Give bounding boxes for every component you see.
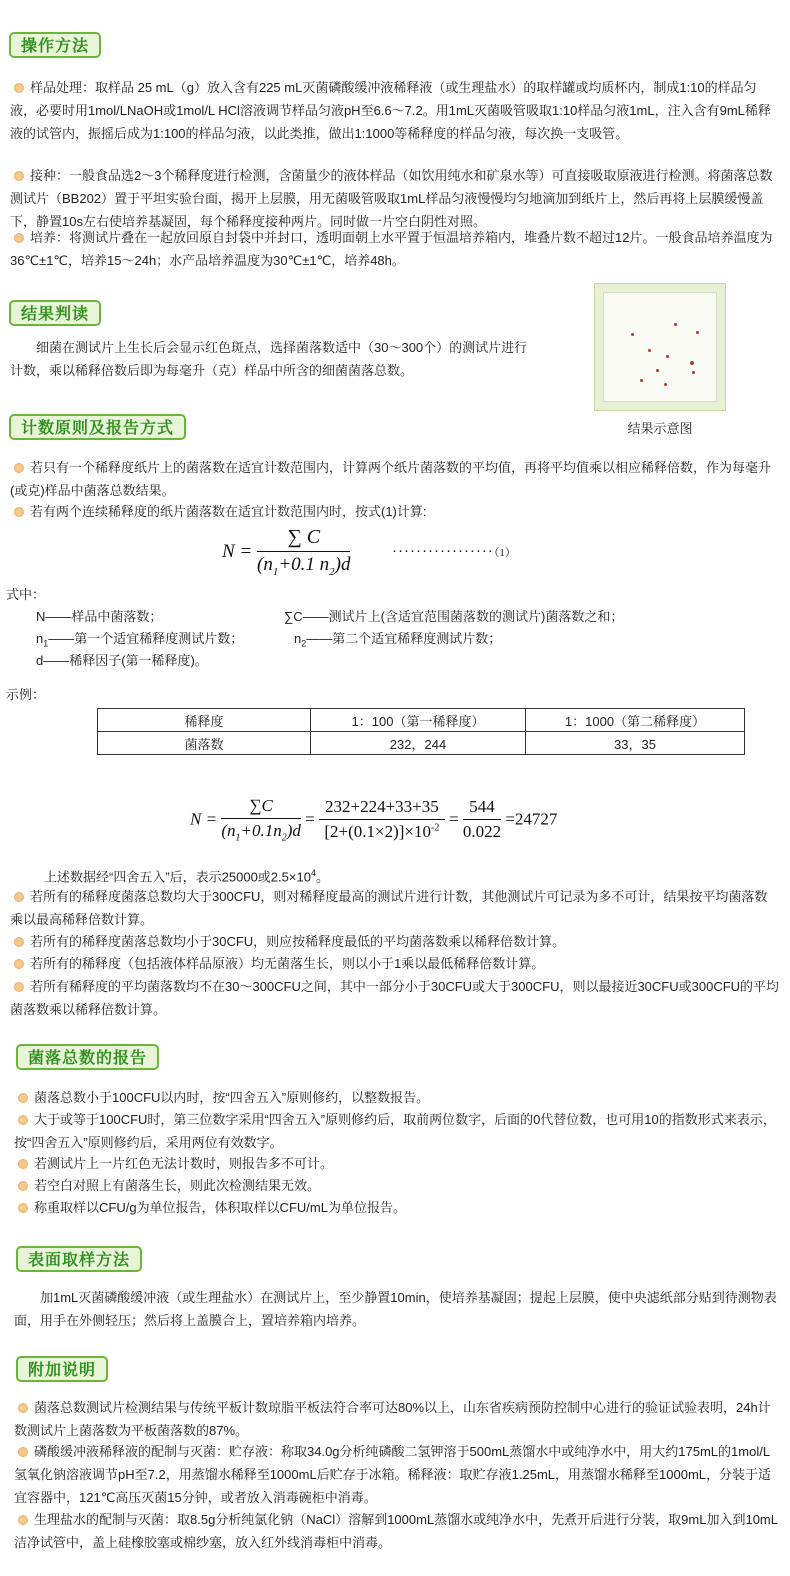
def-n: N——样品中菌落数；	[36, 609, 163, 624]
bullet-icon	[18, 1403, 28, 1413]
colony-dot	[640, 379, 643, 382]
operation-incubation: 培养：将测试片叠在一起放回原自封袋中并封口，透明面朝上水平置于恒温培养箱内，堆叠片数不超过12片。一般食品培养温度为36℃±1℃，培养15～24h；水产品培养温度为30℃±1℃，培养48h。	[10, 230, 773, 268]
table-cell: 232，244	[311, 732, 526, 755]
bullet-icon	[14, 982, 24, 992]
example-calculation: N = $\frac{\sum C}{(n_1+0.1n_2)d}$ = $\frac{232+224+33+35}{[2+(0.1\times 2)]\times 10^{-2}}$ = $\frac{544}{0.022}$ =24727	[190, 796, 558, 844]
bullet-icon	[18, 1203, 28, 1213]
operation-sample-processing: 样品处理：取样品 25 mL（g）放入含有225 mL灭菌磷酸缓冲液稀释液（或生理盐水）的取样罐或均质杯内，制成1:10的样品匀液，必要时用1mol/LNaOH或1mol/L HCl溶液调节样品匀液pH至6.6～7.2。用1mL灭菌吸管吸取1:10样品匀液1mL，注入含有9mL稀释液的试管内，振摇后成为1:100的样品匀液，以此类推，做出1:1000等稀释度的样品匀液，每次换一支吸管。	[10, 80, 771, 141]
def-d: d——稀释因子(第一稀释度)。	[36, 653, 208, 668]
table-row	[98, 732, 745, 755]
bullet-icon	[18, 1093, 28, 1103]
bullet-icon	[18, 1515, 28, 1525]
bullet-icon	[18, 1115, 28, 1125]
bullet-icon	[14, 233, 24, 243]
counting-rule-two-dilutions: 若有两个连续稀释度的纸片菌落数在适宜计数范围内时，按式(1)计算:	[10, 500, 780, 523]
table-cell: 1：1000（第二稀释度）	[526, 709, 745, 732]
result-diagram-caption: 结果示意图	[627, 421, 693, 436]
colony-dot	[648, 349, 651, 352]
colony-dot	[666, 355, 669, 358]
table-row	[98, 709, 745, 732]
result-reading-text: 细菌在测试片上生长后会显示红色斑点，选择菌落数适中（30～300个）的测试片进行计数，乘以稀释倍数后即为每毫升（克）样品中所含的细菌菌落总数。	[10, 340, 528, 378]
colony-dot	[656, 369, 659, 372]
bullet-icon	[18, 1181, 28, 1191]
bullet-icon	[14, 83, 24, 93]
section-title-additional-notes: 附加说明	[16, 1356, 108, 1382]
report-rule-3: 若测试片上一片红色无法计数时，则报告多不可计。	[14, 1152, 782, 1175]
colony-dot	[631, 333, 634, 336]
example-table	[97, 708, 745, 755]
report-rule-2: 大于或等于100CFU时，第三位数字采用“四舍五入”原则修约后，取前两位数字，后面的0代替位数，也可用10的指数形式来表示，按“四舍五入”原则修约后，采用两位有效数字。	[14, 1112, 776, 1150]
colony-dot	[674, 323, 677, 326]
surface-sampling-text: 加1mL灭菌磷酸缓冲液（或生理盐水）在测试片上，至少静置10min，使培养基凝固；提起上层膜，使中央滤纸部分贴到待测物表面，用手在外侧轻压；然后将上盖膜合上，置培养箱内培养。	[14, 1290, 777, 1328]
bullet-icon	[18, 1447, 28, 1457]
counting-rule-one-dilution: 若只有一个稀释度纸片上的菌落数在适宜计数范围内，计算两个纸片菌落数的平均值，再将平均值乘以相应稀释倍数，作为每毫升(或克)样品中菌落总数结果。	[10, 460, 772, 498]
rule-out-of-range: 若所有稀释度的平均菌落数均不在30～300CFU之间，其中一部分小于30CFU或大于300CFU，则以最接近30CFU或300CFU的平均菌落数乘以稀释倍数计算。	[10, 979, 780, 1017]
note-2: 磷酸缓冲液稀释液的配制与灭菌：贮存液：称取34.0g分析纯磷酸二氢钾溶于500mL蒸馏水中或纯净水中，用大约175mL的1mol/L氢氧化钠溶液调节pH至7.2，用蒸馏水稀释至1000mL后贮存于冰箱。稀释液：取贮存液1.25mL，用蒸馏水稀释至1000mL，分装于适宜容器中，121℃高压灭菌15分钟，或者放入消毒碗柜中消毒。	[14, 1444, 772, 1505]
table-cell: 1：100（第一稀释度）	[311, 709, 526, 732]
colony-dot	[664, 383, 667, 386]
table-cell: 稀释度	[98, 709, 311, 732]
report-rule-5: 称重取样以CFU/g为单位报告，体积取样以CFU/mL为单位报告。	[14, 1196, 782, 1219]
section-title-counting-principles: 计数原则及报告方式	[9, 414, 186, 440]
formula-1: N = $\frac{\sum C}{(n_1+0.1 n_2)d}$	[222, 526, 351, 578]
def-n1: $n_1——$第一个适宜稀释度测试片数；	[36, 631, 244, 649]
note-1: 菌落总数测试片检测结果与传统平板计数琼脂平板法符合率可达80%以上，山东省疾病预防控制中心进行的验证试验表明，24h计数测试片上菌落数为平板菌落数的87%。	[14, 1400, 771, 1438]
test-sheet	[603, 292, 717, 402]
section-title-operation: 操作方法	[9, 32, 101, 58]
colony-dot	[696, 331, 699, 334]
def-n2: $n_2——$第二个适宜稀释度测试片数；	[294, 631, 502, 649]
colony-dot	[692, 371, 695, 374]
bullet-icon	[14, 463, 24, 473]
section-title-surface-sampling: 表面取样方法	[16, 1246, 142, 1272]
note-3: 生理盐水的配制与灭菌：取8.5g分析纯氯化钠（NaCl）溶解到1000mL蒸馏水或纯净水中，先煮开后进行分装，取9mL加入到10mL洁净试管中，盖上硅橡胶塞或棉纱塞，放入红外线消毒柜中消毒。	[14, 1512, 778, 1550]
table-cell: 33，35	[526, 732, 745, 755]
rounding-note: 上述数据经“四舍五入”后，表示25000或$2.5\times 10^4$。	[44, 868, 329, 885]
bullet-icon	[14, 171, 24, 181]
def-sum-c: ∑C——测试片上(含适宜范围菌落数的测试片)菌落数之和；	[284, 609, 624, 624]
rule-no-growth: 若所有的稀释度（包括液体样品原液）均无菌落生长，则以小于1乘以最低稀释倍数计算。	[10, 952, 780, 975]
section-title-result-reading: 结果判读	[9, 300, 101, 326]
formula-1-leader: ·················（1）	[392, 544, 516, 560]
example-label: 示例：	[6, 687, 46, 702]
bullet-icon	[14, 959, 24, 969]
bullet-icon	[14, 507, 24, 517]
rule-above-300: 若所有的稀释度菌落总数均大于300CFU，则对稀释度最高的测试片进行计数，其他测试片可记录为多不可计，结果按平均菌落数乘以最高稀释倍数计算。	[10, 889, 768, 927]
bullet-icon	[18, 1159, 28, 1169]
where-label: 式中：	[6, 587, 46, 602]
operation-inoculation: 接种：一般食品选2～3个稀释度进行检测，含菌量少的液体样品（如饮用纯水和矿泉水等）可直接吸取原液进行检测。将菌落总数测试片（BB202）置于平坦实验台面，揭开上层膜，用无菌吸管吸取1mL样品匀液慢慢均匀地滴加到纸片上，然后再将上层膜缓慢盖下，静置10s左右使培养基凝固，每个稀释度接种两片。同时做一片空白阴性对照。	[10, 168, 773, 229]
report-rule-4: 若空白对照上有菌落生长，则此次检测结果无效。	[14, 1174, 782, 1197]
rule-below-30: 若所有的稀释度菌落总数均小于30CFU，则应按稀释度最低的平均菌落数乘以稀释倍数计算。	[10, 930, 780, 953]
result-diagram-image	[594, 283, 726, 411]
table-cell: 菌落数	[98, 732, 311, 755]
colony-dot	[690, 361, 694, 365]
section-title-colony-report: 菌落总数的报告	[16, 1044, 159, 1070]
report-rule-1: 菌落总数小于100CFU以内时，按“四舍五入”原则修约，以整数报告。	[14, 1086, 782, 1109]
bullet-icon	[14, 937, 24, 947]
bullet-icon	[14, 892, 24, 902]
